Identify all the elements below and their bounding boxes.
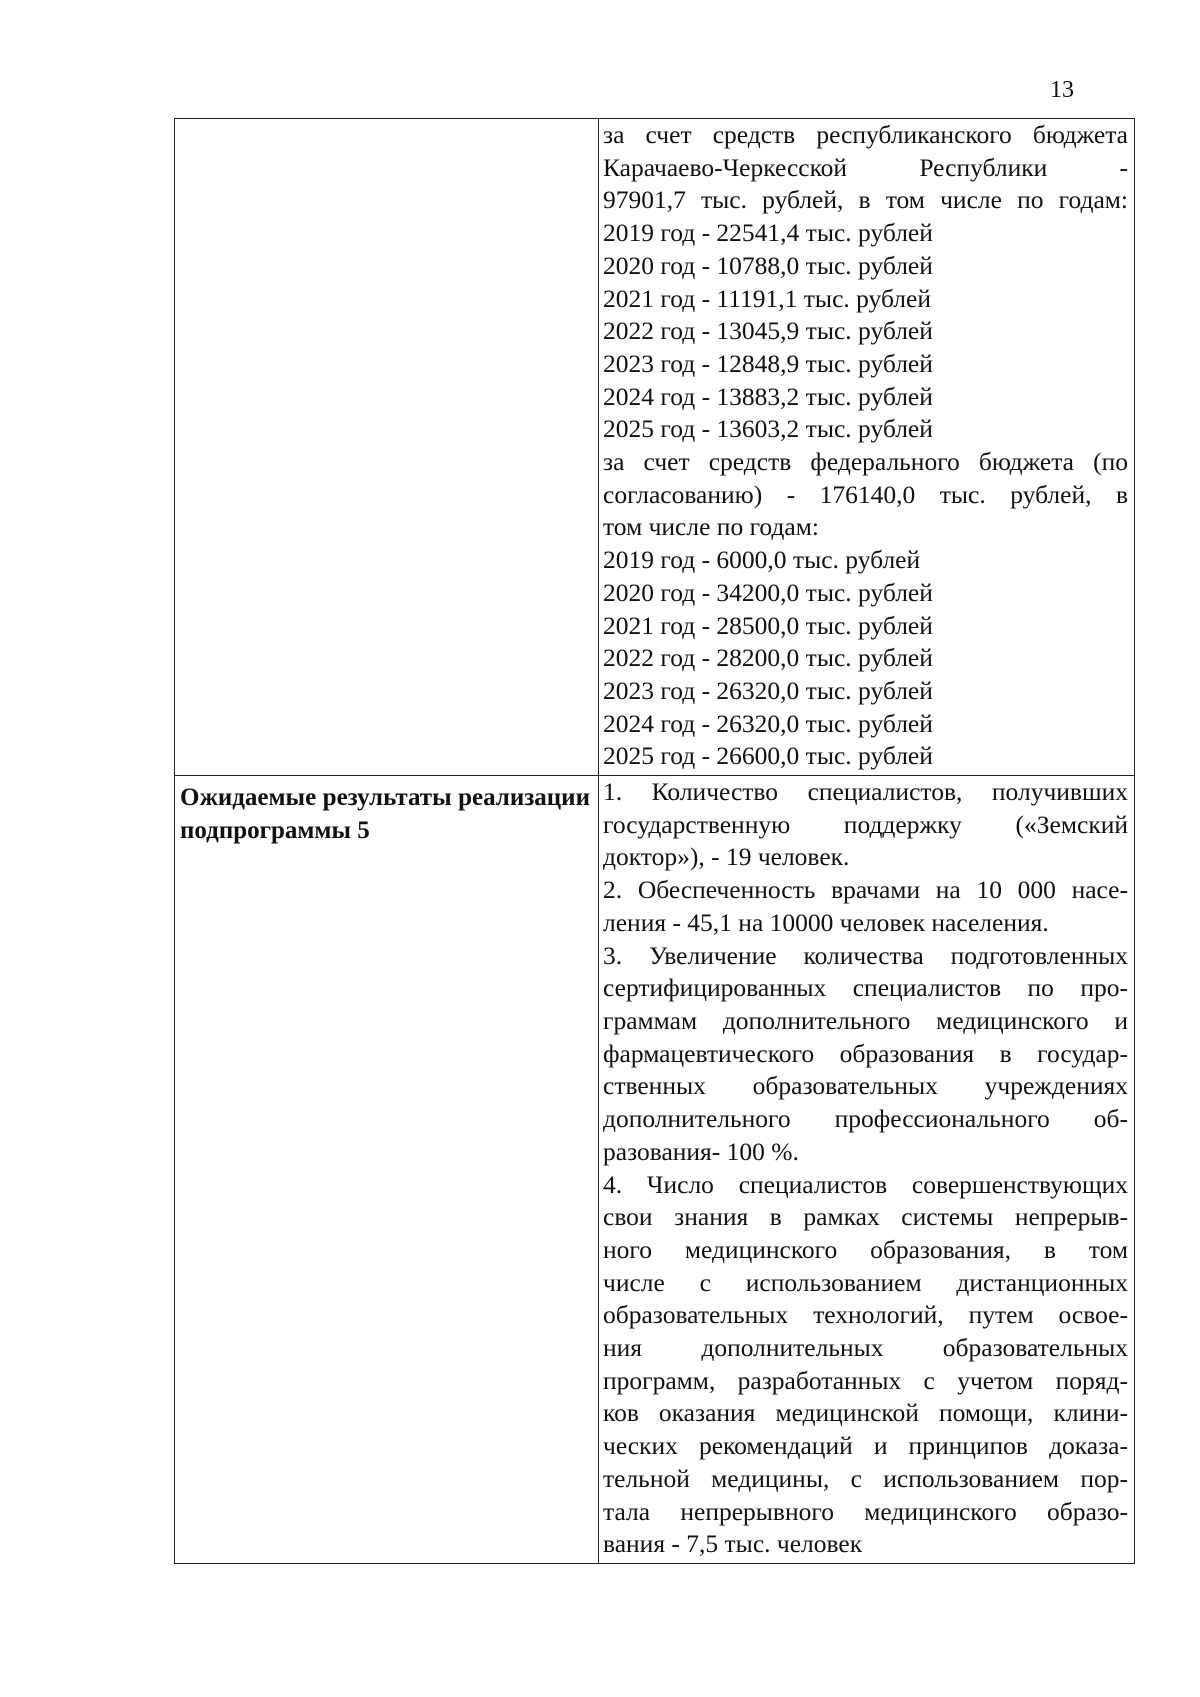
text-line: 2023 год - 26320,0 тыс. рублей bbox=[603, 675, 933, 705]
text-line: 2022 год - 13045,9 тыс. рублей bbox=[603, 316, 933, 346]
text-line: вания - 7,5 тыс. человек bbox=[603, 1529, 863, 1559]
text-line: Карачаево-Черкесской Республики - bbox=[603, 152, 1128, 182]
row-content-cell bbox=[599, 119, 1135, 776]
text-line: за счет средств федерального бюджета (по bbox=[603, 447, 1128, 477]
text-line: 2020 год - 34200,0 тыс. рублей bbox=[603, 577, 933, 607]
text-line: фармацевтического образования в государ- bbox=[603, 1038, 1128, 1068]
text-line: доктор»), - 19 человек. bbox=[603, 842, 850, 872]
text-line: 2. Обеспеченность врачами на 10 000 насе- bbox=[603, 875, 1128, 905]
text-line: 2019 год - 22541,4 тыс. рублей bbox=[603, 218, 933, 248]
text-line: за счет средств республиканского бюджета bbox=[603, 120, 1128, 149]
text-line: 1. Количество специалистов, получивших bbox=[603, 777, 1128, 807]
text-line: 2024 год - 26320,0 тыс. рублей bbox=[603, 708, 933, 738]
text-line: программ, разработанных с учетом поряд- bbox=[603, 1365, 1128, 1395]
text-line: согласованию) - 176140,0 тыс. рублей, в bbox=[603, 479, 1128, 509]
text-line: 3. Увеличение количества подготовленных bbox=[603, 940, 1128, 970]
text-line: государственную поддержку («Земский bbox=[603, 809, 1128, 839]
row-label: Ожидаемые результаты реализации подпрограммы 5 bbox=[180, 784, 590, 844]
row-content-cell bbox=[599, 776, 1135, 1564]
text-line: 2023 год - 12848,9 тыс. рублей bbox=[603, 348, 933, 378]
text-line: образовательных технологий, путем освое- bbox=[603, 1300, 1128, 1330]
text-line: тельной медицины, с использованием пор- bbox=[603, 1463, 1128, 1493]
text-line: свои знания в рамках системы непрерыв- bbox=[603, 1202, 1128, 1232]
text-line: 2019 год - 6000,0 тыс. рублей bbox=[603, 545, 921, 575]
text-line: 2021 год - 11191,1 тыс. рублей bbox=[603, 283, 931, 313]
text-line: 2021 год - 28500,0 тыс. рублей bbox=[603, 610, 933, 640]
text-line: том числе по годам: bbox=[603, 512, 819, 542]
text-line: 4. Число специалистов совершенствующих bbox=[603, 1169, 1128, 1199]
text-line: ков оказания медицинской помощи, клини- bbox=[603, 1398, 1128, 1428]
subprogram-passport-table bbox=[174, 118, 1135, 1564]
text-line: числе с использованием дистанционных bbox=[603, 1267, 1128, 1297]
text-line: ния дополнительных образовательных bbox=[603, 1333, 1128, 1363]
text-line: 2024 год - 13883,2 тыс. рублей bbox=[603, 381, 933, 411]
text-line: тала непрерывного медицинского образо- bbox=[603, 1496, 1128, 1526]
text-line: 2020 год - 10788,0 тыс. рублей bbox=[603, 250, 933, 280]
table-row-funding bbox=[175, 119, 1135, 776]
text-line: ственных образовательных учреждениях bbox=[603, 1071, 1128, 1101]
text-line: граммам дополнительного медицинского и bbox=[603, 1005, 1128, 1035]
text-line: 97901,7 тыс. рублей, в том числе по годам: bbox=[603, 185, 1128, 215]
text-line: сертифицированных специалистов по про- bbox=[603, 973, 1128, 1003]
text-line: дополнительного профессионального об- bbox=[603, 1104, 1128, 1134]
table-row-expected-results bbox=[175, 776, 1135, 1564]
text-line: ления - 45,1 на 10000 человек населения. bbox=[603, 907, 1049, 937]
page-number: 13 bbox=[1050, 77, 1074, 103]
text-line: 2025 год - 26600,0 тыс. рублей bbox=[603, 741, 933, 771]
row-label-cell bbox=[175, 119, 599, 776]
text-line: ного медицинского образования, в том bbox=[603, 1234, 1128, 1264]
text-line: разования- 100 %. bbox=[603, 1136, 799, 1166]
text-line: 2025 год - 13603,2 тыс. рублей bbox=[603, 414, 933, 444]
text-line: ческих рекомендаций и принципов доказа- bbox=[603, 1431, 1128, 1461]
text-line: 2022 год - 28200,0 тыс. рублей bbox=[603, 643, 933, 673]
row-label-cell bbox=[175, 776, 599, 1564]
